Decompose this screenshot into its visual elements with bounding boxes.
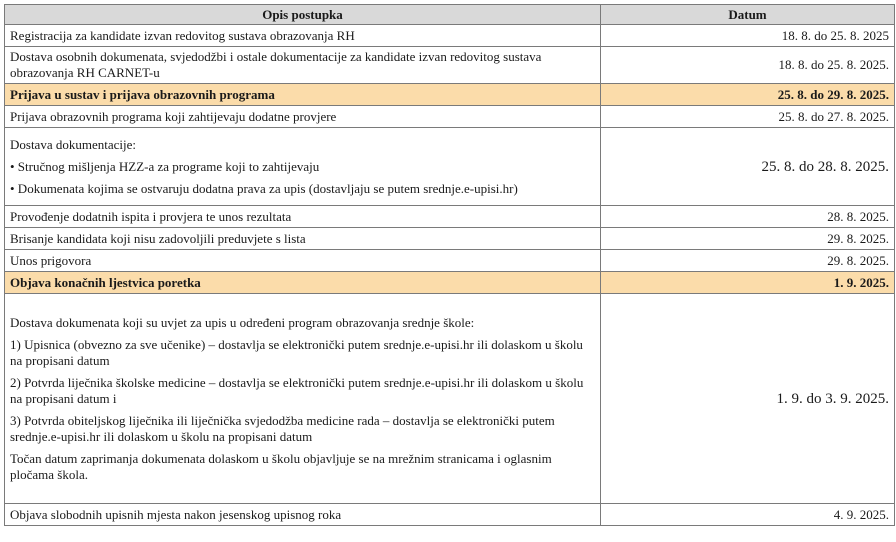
- table-row: [5, 250, 895, 272]
- documents-paragraph: 2) Potvrda liječnika školske medicine – dostavlja se elektronički putem srednje.e-upisi.hr ili dolaskom u školu na propisani datum i: [10, 374, 584, 406]
- row-date: 28. 8. 2025.: [601, 206, 895, 228]
- table-row-highlighted: [5, 84, 895, 106]
- table-row: [5, 294, 895, 504]
- row-description: [5, 128, 601, 206]
- table-row: [5, 228, 895, 250]
- row-description: Dostava osobnih dokumenata, svjedodžbi i ostale dokumentacije za kandidate izvan redovitog sustava obrazovanja RH CARNET-u: [5, 47, 601, 84]
- row-date: 4. 9. 2025.: [601, 504, 895, 526]
- column-header-date: Datum: [601, 5, 895, 25]
- row-description: Registracija za kandidate izvan redovitog sustava obrazovanja RH: [5, 25, 601, 47]
- row-date: 18. 8. do 25. 8. 2025.: [601, 47, 895, 84]
- row-description: Brisanje kandidata koji nisu zadovoljili preduvjete s lista: [5, 228, 601, 250]
- row-date: 25. 8. do 28. 8. 2025.: [601, 128, 895, 206]
- documents-paragraph: 1) Upisnica (obvezno za sve učenike) – dostavlja se elektronički putem srednje.e-upisi.hr ili dolaskom u školu na propisani datum: [10, 336, 583, 368]
- row-description: [5, 294, 601, 504]
- row-date: 25. 8. do 27. 8. 2025.: [601, 106, 895, 128]
- row-description: Objava konačnih ljestvica poretka: [5, 272, 601, 294]
- table-row: [5, 106, 895, 128]
- schedule-table-container: [4, 4, 894, 526]
- column-header-description: Opis postupka: [5, 5, 601, 25]
- documents-intro: Dostava dokumentacije:: [10, 136, 136, 152]
- row-description: Objava slobodnih upisnih mjesta nakon jesenskog upisnog roka: [5, 504, 601, 526]
- row-date: 18. 8. do 25. 8. 2025: [601, 25, 895, 47]
- schedule-table: [4, 4, 895, 526]
- table-header-row: [5, 5, 895, 25]
- row-date: 25. 8. do 29. 8. 2025.: [601, 84, 895, 106]
- row-description: Unos prigovora: [5, 250, 601, 272]
- row-description: Provođenje dodatnih ispita i provjera te unos rezultata: [5, 206, 601, 228]
- row-description: Prijava u sustav i prijava obrazovnih programa: [5, 84, 601, 106]
- row-date: 1. 9. do 3. 9. 2025.: [601, 294, 895, 504]
- table-row: [5, 128, 895, 206]
- row-date: 29. 8. 2025.: [601, 228, 895, 250]
- table-row: [5, 47, 895, 84]
- row-date: 1. 9. 2025.: [601, 272, 895, 294]
- documents-paragraph: Dostava dokumenata koji su uvjet za upis u određeni program obrazovanja srednje škole:: [10, 314, 475, 330]
- table-row: [5, 25, 895, 47]
- row-description: Prijava obrazovnih programa koji zahtijevaju dodatne provjere: [5, 106, 601, 128]
- documents-paragraph: 3) Potvrda obiteljskog liječnika ili liječnička svjedodžba medicine rada – dostavlja se elektronički putem srednje.e-upisi.hr ili dolaskom u školu na propisani datum: [10, 412, 555, 444]
- bullet-item: • Dokumenata kojima se ostvaruju dodatna prava za upis (dostavljaju se putem srednje.e-upisi.hr): [10, 180, 518, 196]
- row-date: 29. 8. 2025.: [601, 250, 895, 272]
- bullet-item: • Stručnog mišljenja HZZ-a za programe koji to zahtijevaju: [10, 158, 320, 174]
- table-row: [5, 504, 895, 526]
- documents-paragraph: Točan datum zaprimanja dokumenata dolaskom u školu objavljuje se na mrežnim stranicama i oglasnim pločama škola.: [10, 450, 552, 482]
- table-row: [5, 206, 895, 228]
- table-row-highlighted: [5, 272, 895, 294]
